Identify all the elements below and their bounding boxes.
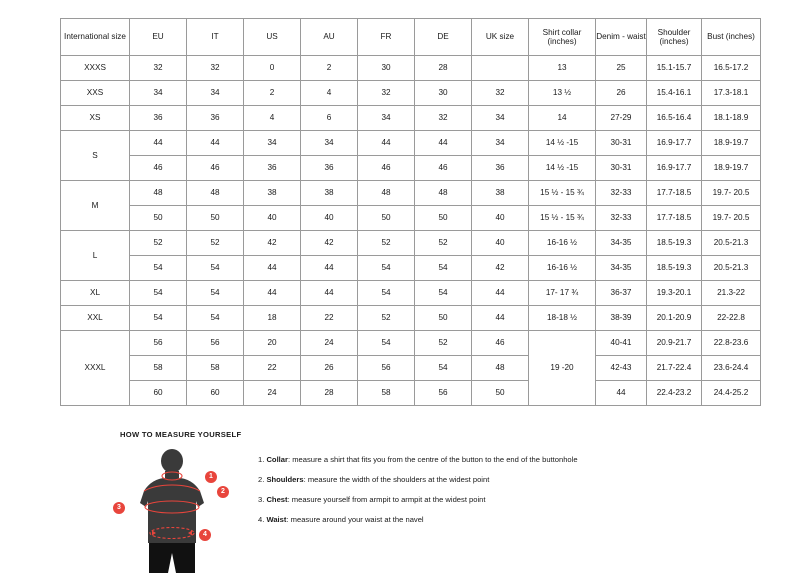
cell-de: 54 xyxy=(415,256,472,281)
cell-collar: 13 ½ xyxy=(529,81,596,106)
cell-au: 38 xyxy=(301,181,358,206)
cell-us: 20 xyxy=(244,331,301,356)
cell-eu: 36 xyxy=(130,106,187,131)
col-header-uk-size: UK size xyxy=(472,19,529,56)
cell-de: 30 xyxy=(415,81,472,106)
cell-shoulder: 21.7-22.4 xyxy=(647,356,702,381)
cell-it: 46 xyxy=(187,156,244,181)
cell-us: 44 xyxy=(244,281,301,306)
cell-fr: 44 xyxy=(358,131,415,156)
cell-denim: 27-29 xyxy=(596,106,647,131)
cell-shoulder: 17.7-18.5 xyxy=(647,181,702,206)
cell-fr: 52 xyxy=(358,306,415,331)
table-row xyxy=(61,306,761,331)
cell-eu: 56 xyxy=(130,331,187,356)
cell-au: 4 xyxy=(301,81,358,106)
cell-au: 28 xyxy=(301,381,358,406)
table-row xyxy=(61,281,761,306)
measure-step-number: 2. xyxy=(258,475,267,485)
cell-eu: 34 xyxy=(130,81,187,106)
cell-it: 54 xyxy=(187,281,244,306)
measure-step xyxy=(258,495,578,504)
table-row xyxy=(61,356,761,381)
cell-it: 48 xyxy=(187,181,244,206)
cell-eu: 54 xyxy=(130,306,187,331)
cell-de: 44 xyxy=(415,131,472,156)
cell-shoulder: 22.4-23.2 xyxy=(647,381,702,406)
measure-step-number: 4. xyxy=(258,515,267,525)
cell-it: 56 xyxy=(187,331,244,356)
cell-it: 50 xyxy=(187,206,244,231)
cell-eu: 50 xyxy=(130,206,187,231)
cell-de: 56 xyxy=(415,381,472,406)
cell-collar: 19 -20 xyxy=(529,331,596,406)
cell-collar: 16-16 ½ xyxy=(529,256,596,281)
cell-uk: 46 xyxy=(472,331,529,356)
cell-eu: 52 xyxy=(130,231,187,256)
cell-eu: 46 xyxy=(130,156,187,181)
cell-international-size: XXXS xyxy=(61,56,130,81)
cell-international-size: XXL xyxy=(61,306,130,331)
cell-international-size: L xyxy=(61,231,130,281)
marker-2: 2 xyxy=(217,486,229,498)
cell-bust: 18.1-18.9 xyxy=(702,106,761,131)
cell-it: 32 xyxy=(187,56,244,81)
col-header-denim-waist: Denim - waist xyxy=(596,19,647,56)
col-header-shoulder: Shoulder (inches) xyxy=(647,19,702,56)
cell-au: 36 xyxy=(301,156,358,181)
cell-bust: 20.5-21.3 xyxy=(702,256,761,281)
cell-uk: 38 xyxy=(472,181,529,206)
cell-fr: 54 xyxy=(358,281,415,306)
cell-fr: 32 xyxy=(358,81,415,106)
cell-denim: 32-33 xyxy=(596,181,647,206)
cell-au: 6 xyxy=(301,106,358,131)
cell-bust: 17.3-18.1 xyxy=(702,81,761,106)
cell-uk: 34 xyxy=(472,106,529,131)
cell-uk: 42 xyxy=(472,256,529,281)
cell-bust: 19.7- 20.5 xyxy=(702,206,761,231)
cell-eu: 32 xyxy=(130,56,187,81)
table-row xyxy=(61,106,761,131)
cell-collar: 14 xyxy=(529,106,596,131)
cell-de: 54 xyxy=(415,281,472,306)
cell-uk: 44 xyxy=(472,281,529,306)
cell-it: 34 xyxy=(187,81,244,106)
cell-it: 58 xyxy=(187,356,244,381)
cell-shoulder: 16.5-16.4 xyxy=(647,106,702,131)
table-row xyxy=(61,381,761,406)
cell-bust: 19.7- 20.5 xyxy=(702,181,761,206)
table-row xyxy=(61,231,761,256)
table-row xyxy=(61,156,761,181)
cell-denim: 34-35 xyxy=(596,256,647,281)
cell-au: 44 xyxy=(301,256,358,281)
measure-step-label: Collar xyxy=(266,455,288,464)
col-header-bust: Bust (inches) xyxy=(702,19,761,56)
measure-step-text: : measure yourself from armpit to armpit at the widest point xyxy=(287,495,486,505)
table-row xyxy=(61,206,761,231)
cell-us: 38 xyxy=(244,181,301,206)
cell-bust: 18.9-19.7 xyxy=(702,156,761,181)
cell-us: 40 xyxy=(244,206,301,231)
cell-collar: 17- 17 ¾ xyxy=(529,281,596,306)
col-header-it: IT xyxy=(187,19,244,56)
cell-shoulder: 20.9-21.7 xyxy=(647,331,702,356)
cell-collar: 16-16 ½ xyxy=(529,231,596,256)
cell-it: 54 xyxy=(187,306,244,331)
measure-step-label: Shoulders xyxy=(266,475,304,485)
cell-us: 24 xyxy=(244,381,301,406)
cell-denim: 40-41 xyxy=(596,331,647,356)
cell-shoulder: 18.5-19.3 xyxy=(647,231,702,256)
cell-collar: 13 xyxy=(529,56,596,81)
col-header-international-size: International size xyxy=(61,19,130,56)
cell-it: 60 xyxy=(187,381,244,406)
cell-us: 4 xyxy=(244,106,301,131)
cell-us: 18 xyxy=(244,306,301,331)
cell-us: 44 xyxy=(244,256,301,281)
cell-collar: 15 ½ - 15 ¾ xyxy=(529,206,596,231)
cell-de: 48 xyxy=(415,181,472,206)
cell-fr: 56 xyxy=(358,356,415,381)
cell-eu: 44 xyxy=(130,131,187,156)
cell-uk: 34 xyxy=(472,131,529,156)
cell-de: 54 xyxy=(415,356,472,381)
cell-uk xyxy=(472,56,529,81)
cell-fr: 50 xyxy=(358,206,415,231)
cell-fr: 54 xyxy=(358,256,415,281)
measure-step-label: Waist xyxy=(266,515,287,525)
cell-shoulder: 20.1-20.9 xyxy=(647,306,702,331)
col-header-de: DE xyxy=(415,19,472,56)
cell-shoulder: 18.5-19.3 xyxy=(647,256,702,281)
cell-denim: 34-35 xyxy=(596,231,647,256)
cell-shoulder: 15.4-16.1 xyxy=(647,81,702,106)
cell-uk: 32 xyxy=(472,81,529,106)
cell-it: 36 xyxy=(187,106,244,131)
cell-eu: 48 xyxy=(130,181,187,206)
cell-bust: 23.6-24.4 xyxy=(702,356,761,381)
cell-uk: 44 xyxy=(472,306,529,331)
table-body xyxy=(61,56,761,406)
cell-international-size: XXXL xyxy=(61,331,130,406)
cell-denim: 30-31 xyxy=(596,156,647,181)
cell-de: 28 xyxy=(415,56,472,81)
cell-de: 50 xyxy=(415,206,472,231)
cell-fr: 48 xyxy=(358,181,415,206)
cell-au: 42 xyxy=(301,231,358,256)
cell-denim: 36-37 xyxy=(596,281,647,306)
cell-fr: 52 xyxy=(358,231,415,256)
cell-shoulder: 19.3-20.1 xyxy=(647,281,702,306)
measure-step xyxy=(258,455,578,464)
marker-4: 4 xyxy=(199,529,211,541)
cell-au: 34 xyxy=(301,131,358,156)
cell-eu: 60 xyxy=(130,381,187,406)
cell-it: 52 xyxy=(187,231,244,256)
cell-us: 2 xyxy=(244,81,301,106)
cell-bust: 18.9-19.7 xyxy=(702,131,761,156)
cell-au: 24 xyxy=(301,331,358,356)
table-row xyxy=(61,56,761,81)
cell-au: 26 xyxy=(301,356,358,381)
cell-fr: 54 xyxy=(358,331,415,356)
size-chart-table xyxy=(60,18,761,406)
cell-shoulder: 16.9-17.7 xyxy=(647,156,702,181)
body-figure xyxy=(117,447,240,577)
cell-denim: 44 xyxy=(596,381,647,406)
cell-international-size: S xyxy=(61,131,130,181)
how-to-measure-title: HOW TO MEASURE YOURSELF xyxy=(120,430,242,439)
cell-collar: 15 ½ - 15 ¾ xyxy=(529,181,596,206)
cell-us: 36 xyxy=(244,156,301,181)
col-header-au: AU xyxy=(301,19,358,56)
measure-step-number: 1. xyxy=(258,455,267,464)
table-row xyxy=(61,256,761,281)
cell-us: 22 xyxy=(244,356,301,381)
cell-shoulder: 15.1-15.7 xyxy=(647,56,702,81)
cell-au: 44 xyxy=(301,281,358,306)
cell-collar: 14 ½ -15 xyxy=(529,131,596,156)
how-to-measure-body xyxy=(117,447,720,577)
cell-denim: 25 xyxy=(596,56,647,81)
cell-us: 42 xyxy=(244,231,301,256)
cell-fr: 30 xyxy=(358,56,415,81)
cell-de: 32 xyxy=(415,106,472,131)
measure-step-text: : measure a shirt that fits you from the centre of the button to the end of the buttonhole xyxy=(287,455,578,464)
measure-step xyxy=(258,515,578,524)
table-row xyxy=(61,131,761,156)
cell-denim: 42-43 xyxy=(596,356,647,381)
table-header-row xyxy=(61,19,761,56)
cell-uk: 50 xyxy=(472,381,529,406)
cell-uk: 36 xyxy=(472,156,529,181)
cell-international-size: XXS xyxy=(61,81,130,106)
cell-denim: 38-39 xyxy=(596,306,647,331)
cell-eu: 54 xyxy=(130,256,187,281)
cell-de: 50 xyxy=(415,306,472,331)
cell-uk: 40 xyxy=(472,231,529,256)
cell-eu: 54 xyxy=(130,281,187,306)
cell-bust: 22.8-23.6 xyxy=(702,331,761,356)
col-header-us: US xyxy=(244,19,301,56)
cell-collar: 14 ½ -15 xyxy=(529,156,596,181)
measure-step-text: : measure around your waist at the navel xyxy=(286,515,424,525)
marker-1: 1 xyxy=(205,471,217,483)
col-header-eu: EU xyxy=(130,19,187,56)
table-row xyxy=(61,181,761,206)
cell-au: 40 xyxy=(301,206,358,231)
measure-step xyxy=(258,475,578,484)
cell-fr: 46 xyxy=(358,156,415,181)
cell-international-size: XS xyxy=(61,106,130,131)
cell-de: 52 xyxy=(415,331,472,356)
cell-bust: 16.5-17.2 xyxy=(702,56,761,81)
cell-bust: 21.3-22 xyxy=(702,281,761,306)
cell-denim: 26 xyxy=(596,81,647,106)
table-row xyxy=(61,81,761,106)
cell-collar: 18-18 ½ xyxy=(529,306,596,331)
cell-denim: 30-31 xyxy=(596,131,647,156)
cell-bust: 24.4-25.2 xyxy=(702,381,761,406)
cell-it: 54 xyxy=(187,256,244,281)
cell-de: 46 xyxy=(415,156,472,181)
torso-diagram-icon xyxy=(120,447,240,577)
how-to-measure-section xyxy=(117,430,720,577)
cell-de: 52 xyxy=(415,231,472,256)
cell-shoulder: 16.9-17.7 xyxy=(647,131,702,156)
cell-international-size: M xyxy=(61,181,130,231)
measure-steps-list xyxy=(258,455,578,535)
cell-international-size: XL xyxy=(61,281,130,306)
cell-it: 44 xyxy=(187,131,244,156)
cell-fr: 58 xyxy=(358,381,415,406)
cell-denim: 32-33 xyxy=(596,206,647,231)
col-header-fr: FR xyxy=(358,19,415,56)
cell-us: 34 xyxy=(244,131,301,156)
cell-us: 0 xyxy=(244,56,301,81)
cell-uk: 48 xyxy=(472,356,529,381)
measure-step-label: Chest xyxy=(266,495,288,505)
cell-uk: 40 xyxy=(472,206,529,231)
cell-shoulder: 17.7-18.5 xyxy=(647,206,702,231)
cell-au: 2 xyxy=(301,56,358,81)
cell-fr: 34 xyxy=(358,106,415,131)
cell-au: 22 xyxy=(301,306,358,331)
cell-bust: 22-22.8 xyxy=(702,306,761,331)
measure-step-number: 3. xyxy=(258,495,267,505)
measure-step-text: : measure the width of the shoulders at the widest point xyxy=(303,475,490,485)
col-header-shirt-collar: Shirt collar (inches) xyxy=(529,19,596,56)
table-header xyxy=(61,19,761,56)
cell-bust: 20.5-21.3 xyxy=(702,231,761,256)
marker-3: 3 xyxy=(113,502,125,514)
cell-eu: 58 xyxy=(130,356,187,381)
table-row xyxy=(61,331,761,356)
